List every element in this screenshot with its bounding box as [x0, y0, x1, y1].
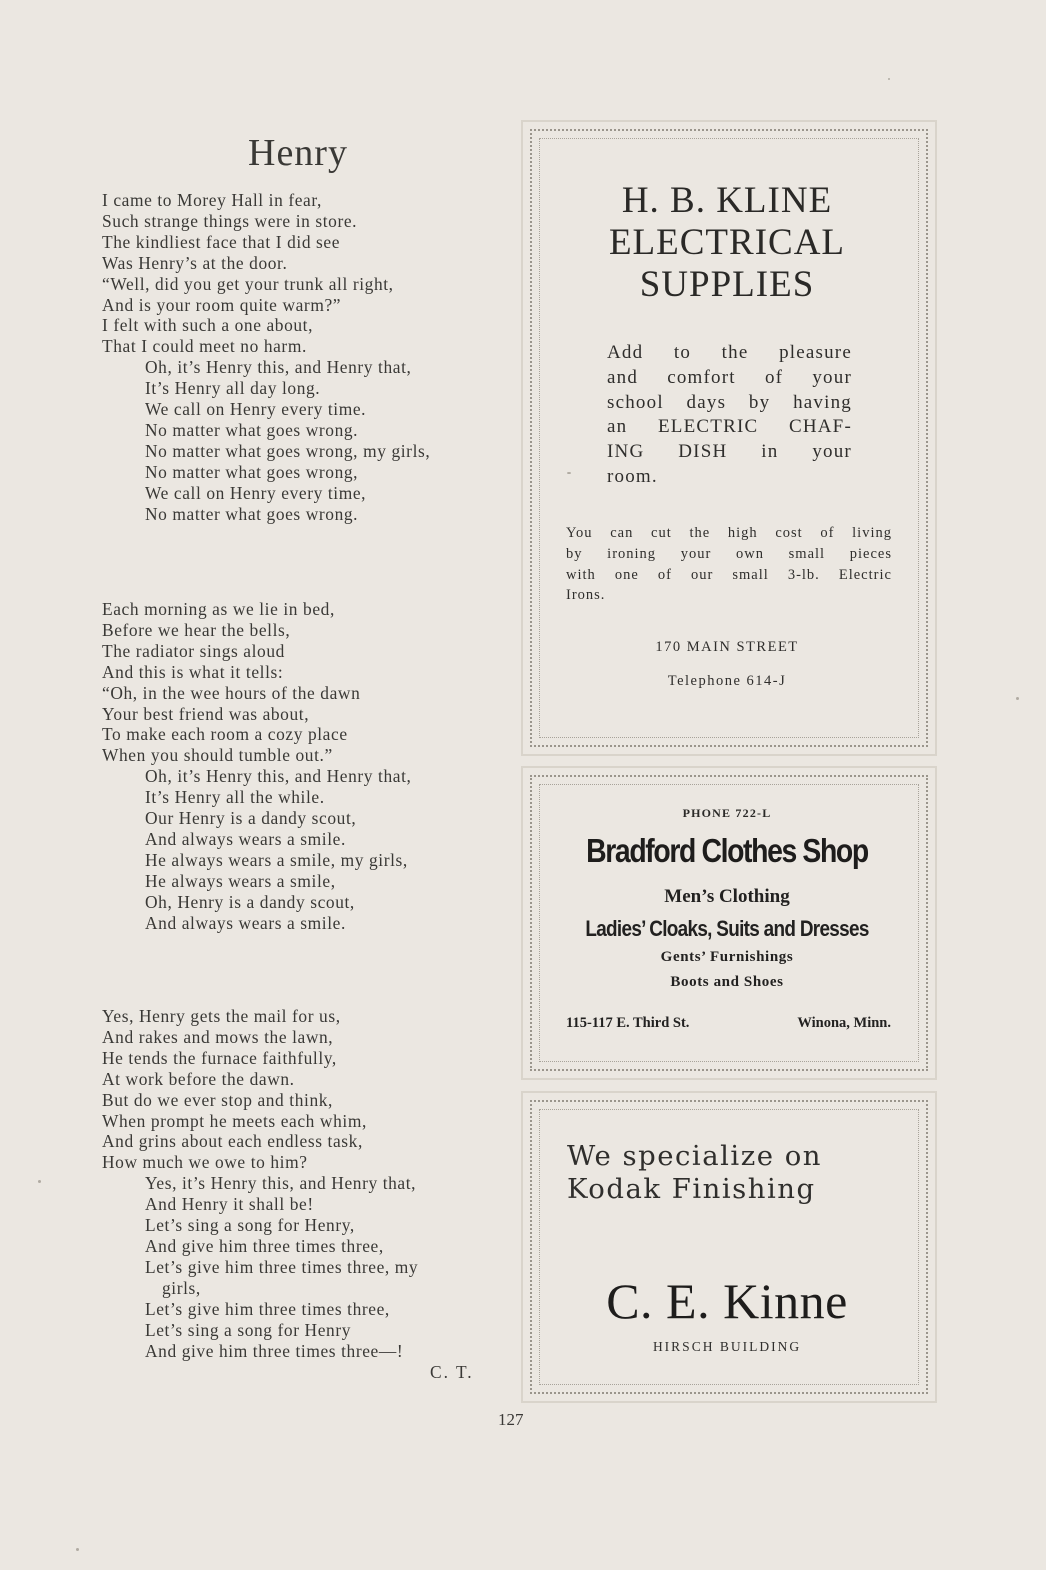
- poem-line: No matter what goes wrong, my girls,: [145, 440, 431, 461]
- poem-line: Oh, it’s Henry this, and Henry that,: [145, 766, 412, 787]
- bradford-phone: PHONE 722-L: [682, 806, 772, 820]
- poem-line: We call on Henry every time.: [145, 399, 367, 420]
- poem-line: We call on Henry every time,: [145, 482, 367, 503]
- ad-word: our: [690, 566, 714, 583]
- ad-word: pieces: [849, 545, 892, 562]
- ad-word: in: [761, 441, 779, 463]
- poem-line: It’s Henry all day long.: [145, 378, 321, 399]
- poem-line: And rakes and mows the lawn,: [102, 1026, 334, 1047]
- ad-word: cut: [651, 525, 672, 541]
- kline-cost-line: [566, 523, 892, 544]
- ad-word: small: [788, 545, 826, 562]
- bradford-street: 115-117 E. Third St.: [566, 1015, 690, 1031]
- bradford-city: Winona, Minn.: [797, 1015, 891, 1031]
- poem-title: Henry: [248, 132, 348, 174]
- poem-stanza-3: [102, 1006, 512, 1361]
- kline-cost-line: [566, 565, 892, 586]
- poem-line: Oh, Henry is a dandy scout,: [145, 891, 355, 912]
- poem-line: The kindliest face that I did see: [102, 231, 341, 252]
- ad-word: school: [607, 391, 664, 413]
- bradford-boots: Boots and Shoes: [670, 974, 784, 990]
- ad-word: DISH: [678, 441, 728, 463]
- ad-word: of: [657, 566, 672, 583]
- ad-word: cost: [775, 525, 803, 541]
- kline-pitch-line: [607, 391, 852, 416]
- ad-word: ELECTRIC: [657, 416, 759, 438]
- kline-cost-line: Irons.: [566, 587, 606, 604]
- poem-line: At work before the dawn.: [102, 1068, 295, 1089]
- paper-speck: [76, 1548, 79, 1551]
- poem-line: Let’s give him three times three,: [145, 1298, 390, 1319]
- bradford-mens: Men’s Clothing: [664, 886, 790, 907]
- poem-line: It’s Henry all the while.: [145, 787, 325, 808]
- poem-line: But do we ever stop and think,: [102, 1089, 334, 1110]
- poem-line: The radiator sings aloud: [102, 640, 285, 661]
- poem-line: And Henry it shall be!: [145, 1194, 314, 1215]
- poem-line: girls,: [162, 1277, 201, 1298]
- kinne-specialize: [567, 1140, 822, 1206]
- ad-word: Add: [607, 342, 644, 363]
- poem-line: Yes, Henry gets the mail for us,: [102, 1006, 341, 1026]
- page-number: 127: [498, 1410, 524, 1429]
- ad-word: pleasure: [779, 342, 852, 363]
- kinne-name: C. E. Kinne: [606, 1273, 848, 1329]
- ad-word: the: [721, 342, 749, 363]
- ad-word: living: [852, 525, 892, 541]
- kline-pitch-line: [607, 415, 852, 440]
- poem-line: How much we owe to him?: [102, 1152, 308, 1173]
- poem-line: And always wears a smile.: [145, 912, 346, 933]
- poem-line: He always wears a smile,: [145, 870, 336, 891]
- kline-title-line: H. B. KLINE: [621, 180, 833, 221]
- poem-line: Before we hear the bells,: [102, 619, 291, 640]
- kline-cost-line: [566, 544, 892, 565]
- kinne-specialize-line: Kodak Finishing: [567, 1173, 816, 1205]
- ad-word: ironing: [607, 545, 657, 562]
- poem-line: “Oh, in the wee hours of the dawn: [102, 682, 361, 703]
- poem-line: And this is what it tells:: [102, 661, 284, 682]
- ad-word: an: [607, 416, 628, 438]
- ad-word: your: [812, 441, 852, 463]
- ad-word: your: [812, 366, 852, 388]
- poem-line: And give him three times three—!: [145, 1340, 404, 1361]
- poem-signature: C. T.: [430, 1362, 474, 1382]
- kline-title: [530, 180, 924, 306]
- ad-word: of: [820, 525, 835, 541]
- poem-line: And is your room quite warm?”: [102, 294, 342, 315]
- ad-word: and: [607, 366, 639, 388]
- ad-word: your: [680, 545, 712, 562]
- kline-title-line: ELECTRICAL: [608, 222, 846, 263]
- poem-line: No matter what goes wrong.: [145, 419, 359, 440]
- kline-pitch: [607, 341, 852, 490]
- poem-line: Let’s give him three times three, my: [145, 1256, 419, 1277]
- poem-line: That I could meet no harm.: [102, 336, 307, 357]
- poem-line: He always wears a smile, my girls,: [145, 849, 408, 870]
- ad-word: ING: [607, 441, 645, 463]
- poem-line: And give him three times three,: [145, 1235, 384, 1256]
- poem-line: “Well, did you get your trunk all right,: [102, 273, 394, 294]
- poem-line: Your best friend was about,: [102, 703, 310, 724]
- ad-word: the: [689, 525, 711, 541]
- ad-word: having: [793, 391, 852, 413]
- kline-title-line: SUPPLIES: [639, 264, 815, 305]
- ad-word: can: [610, 525, 634, 541]
- poem-line: Yes, it’s Henry this, and Henry that,: [145, 1173, 417, 1194]
- ad-word: small: [732, 566, 769, 583]
- poem-line: And grins about each endless task,: [102, 1131, 363, 1152]
- poem-line: Each morning as we lie in bed,: [102, 599, 335, 619]
- ad-word: CHAF-: [788, 416, 852, 438]
- kinne-building: HIRSCH BUILDING: [652, 1339, 802, 1354]
- kline-address: 170 MAIN STREET: [655, 639, 799, 655]
- paper-speck: [567, 472, 571, 474]
- bradford-ladies: Ladies’ Cloaks, Suits and Dresses: [585, 916, 869, 941]
- ad-word: to: [673, 342, 692, 363]
- poem-stanza-2: [102, 599, 512, 934]
- poem-line: And always wears a smile.: [145, 828, 346, 849]
- ad-word: comfort: [667, 366, 736, 388]
- ad-word: high: [727, 525, 758, 541]
- ad-word: by: [566, 545, 583, 562]
- kline-pitch-line: [607, 341, 852, 366]
- paper-speck: [888, 78, 890, 80]
- poem-line: When prompt he meets each whim,: [102, 1110, 367, 1131]
- poem-line: Oh, it’s Henry this, and Henry that,: [145, 357, 412, 378]
- ad-word: You: [566, 525, 593, 541]
- ad-word: by: [748, 391, 771, 413]
- paper-speck: [38, 1180, 41, 1183]
- ad-word: own: [736, 545, 764, 562]
- poem-line: When you should tumble out.”: [102, 745, 333, 766]
- ad-word: Electric: [838, 566, 892, 583]
- ad-word: days: [686, 391, 727, 413]
- poem-line: Such strange things were in store.: [102, 210, 358, 231]
- kline-cost-text: [566, 523, 892, 606]
- poem-line: He tends the furnace faithfully,: [102, 1047, 337, 1068]
- ad-word: 3-lb.: [787, 566, 820, 583]
- poem-line: Our Henry is a dandy scout,: [145, 808, 357, 829]
- ad-word: of: [764, 366, 784, 388]
- poem-line: No matter what goes wrong.: [145, 503, 359, 524]
- poem-line: Was Henry’s at the door.: [102, 252, 288, 273]
- bradford-address: [566, 1015, 891, 1032]
- poem-line: Let’s sing a song for Henry,: [145, 1215, 355, 1236]
- bradford-gents: Gents’ Furnishings: [660, 949, 794, 965]
- ad-word: with: [566, 566, 596, 583]
- ad-word: one: [614, 566, 639, 583]
- poem-line: I came to Morey Hall in fear,: [102, 190, 322, 210]
- poem-stanza-1: [102, 190, 512, 525]
- kline-pitch-line: [607, 440, 852, 465]
- kline-telephone: Telephone 614-J: [667, 673, 787, 689]
- poem-line: To make each room a cozy place: [102, 724, 348, 745]
- bradford-name: Bradford Clothes Shop: [586, 832, 868, 869]
- kline-pitch-line: room.: [607, 465, 658, 487]
- poem-line: No matter what goes wrong,: [145, 461, 359, 482]
- kline-pitch-line: [607, 366, 852, 391]
- kinne-specialize-line: We specialize on: [567, 1140, 822, 1172]
- poem-line: I felt with such a one about,: [102, 315, 314, 336]
- poem-line: Let’s sing a song for Henry: [145, 1319, 352, 1340]
- paper-speck: [1016, 697, 1019, 700]
